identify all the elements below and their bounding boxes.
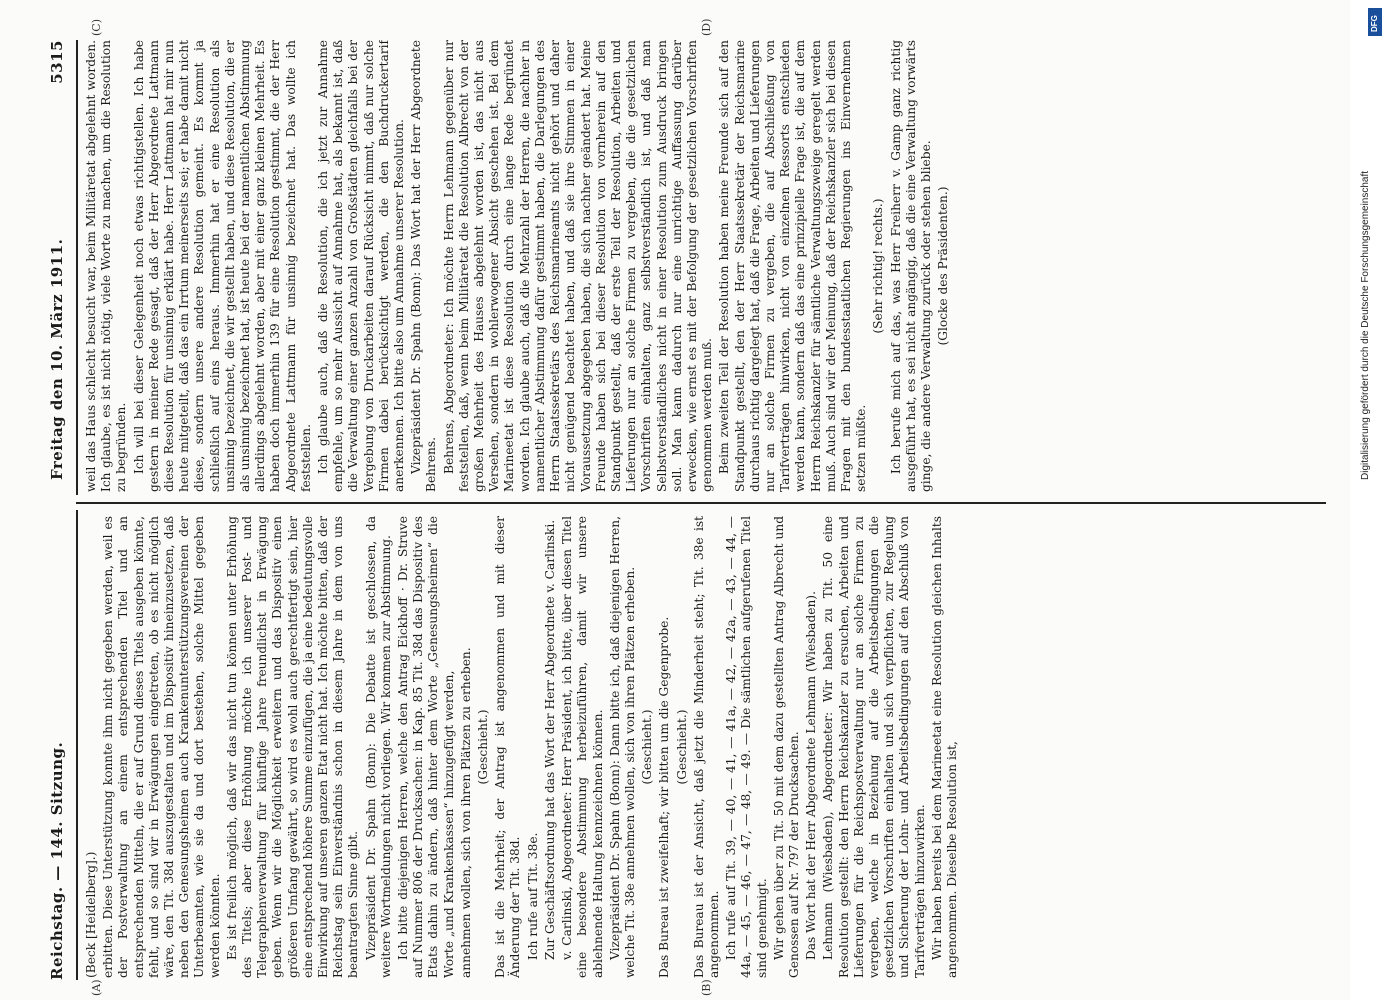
paragraph: Ich rufe auf Tit. 38e. (525, 832, 540, 960)
dfg-logo-text: DFG (1370, 15, 1379, 32)
paragraph: Das ist die Mehrheit; der Antrag ist angenommen und mit dieser Änderung der Tit. 38d. (493, 516, 523, 978)
paragraph: (Sehr richtig! rechts.) (871, 198, 886, 334)
left-text-column (84, 516, 1314, 978)
paragraph: Das Bureau ist der Ansicht, daß jetzt die Minderheit steht; Tit. 38e ist angenommen. (691, 516, 721, 978)
paragraph: Zur Geschäftsordnung hat das Wort der Herr Abgeordnete v. Carlinski. (542, 519, 557, 960)
paragraph: v. Carlinski, Abgeordneter: Herr Präsident, ich bitte, über diesen Titel eine besondere Abstimmung herbeizuführen, damit wir unsere ablehnende Haltung kennzeichnen können. (560, 516, 605, 978)
paragraph: Ich glaube auch, daß die Resolution, die ich jetzt zur Annahme empfehle, um so mehr Aussicht auf Annahme hat, als bekannt ist, daß die Verwaltung einer ganzen Anzahl von Großstädten gleichfalls bei der Vergebung von Druckarbeiten darauf Rücksicht nimmt, daß nur solche Firmen dabei berücksichtigt werden, die den Buchdruckertarif anerkennen. Ich bitte also um Annahme unserer Resolution. (316, 40, 407, 492)
paragraph: Beim zweiten Teil der Resolution haben meine Freunde sich auf den Standpunkt gestellt, den der Herr Staatssekretär der Reichsmarine durchaus richtig dargelegt hat, daß die Frage, Arbeiten und Lieferungen nur an solche Firmen zu vergeben, die auf Abschließung von Tarifverträgen hinwirken, nicht von einzelnen Ressorts entschieden werden kann, sondern daß das eine prinzipielle Frage ist, die auf dem Herrn Reichskanzler für sämtliche Verwaltungszweige geregelt werden muß. Auch sind wir der Meinung, daß der Reichskanzler sich bei diesen Fragen mit den bundesstaatlichen Regierungen ins Einvernehmen setzen müßte. (717, 40, 869, 492)
paragraph: erbitten. Diese Unterstützung konnte ihm nicht gegeben werden, weil es der Postverwaltung an einem entsprechenden Titel und an entsprechenden Mitteln, die er auf Grund dieses Titels ausgeben könnte, fehlt, und so sind wir in Erwägungen eingetreten, ob es nicht möglich wäre, den Tit. 38d auszugestalten und im Dispositiv hineinzusetzen, daß neben den Genesungsheimen auch Krankenunterstützungsvereinen der Unterbeamten, wie sie da und dort bestehen, solche Mittel gegeben werden könnten. (101, 516, 222, 978)
paragraph: annehmen wollen, sich von ihren Plätzen zu erheben. (458, 647, 473, 978)
margin-marker-a: (A) (90, 979, 103, 996)
header-left: Reichstag. — 144. Sitzung. (48, 741, 66, 980)
paragraph: Ich will bei dieser Gelegenheit noch etwas richtigstellen. Ich habe gestern in meiner Rede gesagt, daß der Herr Abgeordnete Lattmann diese Resolution für unsinnig erklärt habe. Herr Lattmann hat mir nun heute mitgeteilt, daß das ein Irrtum meinerseits sei; er habe damit nicht diese, sondern unsere andere Resolution gemeint. Es kommt ja schließlich auf eins heraus. Immerhin hat er eine Resolution als unsinnig bezeichnet, die wir gestellt haben, und diese Resolution, die er als unsinnig bezeichnet hat, ist heute bei der namentlichen Abstimmung allerdings abgelehnt worden, aber mit einer ganz kleinen Mehrheit. Es haben doch immerhin 139 für eine Resolution gestimmt, die der Herr Abgeordnete Lattmann für unsinnig bezeichnet hat. Das wollte ich feststellen. (131, 40, 313, 492)
paragraph: Vizepräsident Dr. Spahn (Bonn): Dann bitte ich, daß diejenigen Herren, welche Tit. 38e annehmen wollen, sich von ihren Plätzen erheben. (607, 516, 637, 978)
paragraph: Wir gehen über zu Tit. 50 mit dem dazu gestellten Antrag Albrecht und Genossen auf Nr. 797 der Drucksachen. (771, 516, 801, 978)
paragraph: weil das Haus schlecht besucht war, beim Militäretat abgelehnt worden. Ich glaube, es ist nicht nötig, viele Worte zu machen, um die Resolution zu begründen. (84, 40, 129, 492)
margin-marker-c: (C) (90, 19, 103, 36)
paragraph: Behrens, Abgeordneter: Ich möchte Herrn Lehmann gegenüber nur feststellen, daß, wenn beim Militäretat die Resolution Albrecht von der großen Mehrheit des Hauses abgelehnt worden ist, das nicht aus Versehen, sondern in wohlerwogener Absicht geschehen ist. Bei dem Marineetat ist diese Resolution durch eine lange Rede begründet worden. Ich glaube auch, daß die Mehrzahl der Herren, die nachher in namentlicher Abstimmung dafür gestimmt haben, die Darlegungen des Herrn Staatssekretärs des Reichsmarineamts nicht gehört und daher nicht genügend beachtet haben, und daß sie ihre Stimmen in einer Voraussetzung abgegeben haben, die sich nachher geändert hat. Meine Freunde haben sich bei dieser Resolution von vornherein auf den Standpunkt gestellt, daß der erste Teil der Resolution, Arbeiten und Lieferungen nur an solche Firmen zu vergeben, die die gesetzlichen Vorschriften einhalten, ganz selbstverständlich ist, und daß man Selbstverständliches nicht in einer Resolution zum Ausdruck bringen soll. Man kann dadurch nur eine unrichtige Auffassung darüber erwecken, wie ernst es mit der Befolgung der gesetzlichen Vorschriften genommen werden muß. (441, 40, 715, 492)
header-rule-left (76, 510, 78, 980)
paragraph: Es ist freilich möglich, daß wir das nicht tun können unter Erhöhung des Titels; aber diese Erhöhung möchte ich unserer Post- und Telegraphenverwaltung für künftige Jahre freundlichst in Erwägung geben. Wenn wir die Möglichkeit erweitern und das Dispositiv einen größeren Umfang gewährt, so wird es wohl auch gerechtfertigt sein, hier eine entsprechend höhere Summe einzufügen, die ja eine bedeutungsvolle Einwirkung auf unseren ganzen Etat nicht hat. Ich möchte bitten, daß der Reichstag sein Einverständnis schon in diesem Jahre in dem von uns beantragten Sinne gibt. (224, 516, 361, 978)
header-date: Freitag den 10. März 1911. (48, 238, 66, 480)
right-text-column (84, 40, 1314, 492)
paragraph: (Geschieht.) (674, 709, 689, 785)
digitization-note (1358, 10, 1382, 990)
paragraph: Das Wort hat der Herr Abgeordnete Lehmann (Wiesbaden). (804, 591, 819, 960)
paragraph: Ich rufe auf Tit. 39, — 40, — 41, — 41a, — 42, — 42a, — 43, — 44, — 44a, — 45, — 46, — 47, — 48, — 49. — Die sämtlichen aufgerufenen Titel sind genehmigt. (724, 516, 769, 978)
paragraph: Vizepräsident Dr. Spahn (Bonn): Das Wort hat der Herr Abgeordnete Behrens. (409, 40, 439, 492)
page-header (48, 40, 74, 980)
margin-marker-d: (D) (700, 18, 713, 36)
column-divider (76, 502, 1326, 504)
paragraph: Vizepräsident Dr. Spahn (Bonn): Die Debatte ist geschlossen, da weitere Wortmeldungen nicht vorliegen. Wir kommen zur Abstimmung. (363, 516, 393, 978)
page-number: 5315 (48, 40, 66, 84)
paragraph: Wir haben bereits bei dem Marineetat eine Resolution gleichen Inhalts angenommen. Dieselbe Resolution ist, (929, 516, 959, 978)
paragraph: Ich bitte diejenigen Herren, welche den Antrag Eickhoff · Dr. Struve auf Nummer 806 der Drucksachen: in Kap. 85 Tit. 38d das Dispositiv des Etats dahin zu ändern, daß hinter dem Worte „Genesungsheimen“ die Worte „und Krankenkassen“ hinzugefügt werden, (396, 516, 456, 978)
margin-marker-b: (B) (700, 979, 713, 996)
paragraph: Das Bureau ist zweifelhaft; wir bitten um die Gegenprobe. (657, 616, 672, 978)
paragraph: (Geschieht.) (640, 709, 655, 785)
paragraph: Lehmann (Wiesbaden), Abgeordneter: Wir haben zu Tit. 50 eine Resolution gestellt: den Herrn Reichskanzler zu ersuchen, Arbeiten und Lieferungen für die Reichspostverwaltung nur an solche Firmen zu vergeben, welche in Beziehung auf die Arbeitsbedingungen die gesetzlichen Vorschriften einhalten und sich verpflichten, zur Regelung und Sicherung der Lohn- und Arbeitsbedingungen auf den Abschluß von Tarifverträgen hinzuwirken. (821, 516, 927, 978)
paragraph: (Glocke des Präsidenten.) (936, 186, 951, 346)
paragraph: (Geschieht.) (476, 709, 491, 785)
digitization-note-text: Digitalisierung gefördert durch die Deutsche Forschungsgemeinschaft (1360, 170, 1371, 480)
paragraph: (Beck [Heidelberg].) (84, 851, 98, 978)
header-rule-right (76, 40, 78, 495)
paragraph: Ich berufe mich auf das, was Herr Freiherr v. Gamp ganz richtig ausgeführt hat, es sei nicht angängig, daß die eine Verwaltung vorwärts ginge, die andere Verwaltung zurück oder stehen bliebe. (888, 40, 933, 492)
